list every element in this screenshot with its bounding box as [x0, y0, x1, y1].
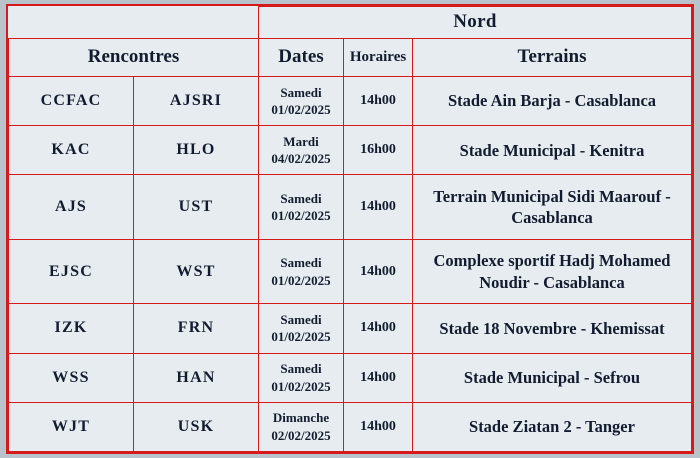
- match-ground: Stade Municipal - Sefrou: [413, 353, 692, 402]
- home-team: EJSC: [9, 239, 134, 303]
- table-row: [9, 126, 692, 175]
- fixtures-sheet: [6, 4, 694, 454]
- match-ground: Terrain Municipal Sidi Maarouf - Casablanca: [413, 175, 692, 239]
- match-date-number: 01/02/2025: [271, 272, 331, 288]
- match-ground: Stade 18 Novembre - Khemissat: [413, 304, 692, 353]
- match-day: Samedi: [280, 84, 322, 100]
- table-row: [9, 175, 692, 239]
- match-day: Dimanche: [272, 410, 330, 426]
- home-team: KAC: [9, 126, 134, 175]
- match-time: 14h00: [344, 175, 413, 239]
- away-team: UST: [134, 175, 259, 239]
- match-date: [259, 353, 344, 402]
- home-team: WSS: [9, 353, 134, 402]
- match-time: 14h00: [344, 77, 413, 126]
- match-date: [259, 126, 344, 175]
- zone-title: Nord: [259, 7, 692, 39]
- zone-header-spacer: [9, 7, 259, 39]
- home-team: IZK: [9, 304, 134, 353]
- match-date-number: 01/02/2025: [271, 378, 331, 394]
- match-time: 14h00: [344, 304, 413, 353]
- match-day: Samedi: [280, 311, 322, 327]
- column-header-dates: Dates: [259, 39, 344, 77]
- match-time: 14h00: [344, 402, 413, 451]
- away-team: FRN: [134, 304, 259, 353]
- match-date-number: 04/02/2025: [271, 151, 331, 167]
- match-day: Samedi: [280, 190, 322, 206]
- match-date-number: 01/02/2025: [271, 102, 331, 118]
- table-row: [9, 402, 692, 451]
- home-team: CCFAC: [9, 77, 134, 126]
- column-header-grounds: Terrains: [413, 39, 692, 77]
- away-team: HLO: [134, 126, 259, 175]
- match-ground: Stade Municipal - Kenitra: [413, 126, 692, 175]
- match-date: [259, 304, 344, 353]
- match-day: Mardi: [283, 133, 319, 149]
- match-time: 14h00: [344, 239, 413, 303]
- fixtures-table: [8, 6, 692, 452]
- away-team: AJSRI: [134, 77, 259, 126]
- match-date-number: 02/02/2025: [271, 427, 331, 443]
- fixtures-body: [9, 77, 692, 452]
- table-row: [9, 304, 692, 353]
- column-header-matches: Rencontres: [9, 39, 259, 77]
- match-time: 14h00: [344, 353, 413, 402]
- column-header-times: Horaires: [344, 39, 413, 77]
- match-date-number: 01/02/2025: [271, 329, 331, 345]
- table-row: [9, 353, 692, 402]
- match-date: [259, 77, 344, 126]
- match-ground: Complexe sportif Hadj Mohamed Noudir - Casablanca: [413, 239, 692, 303]
- match-date: [259, 402, 344, 451]
- table-row: [9, 239, 692, 303]
- match-ground: Stade Ziatan 2 - Tanger: [413, 402, 692, 451]
- match-time: 16h00: [344, 126, 413, 175]
- column-header-row: [9, 39, 692, 77]
- match-ground: Stade Ain Barja - Casablanca: [413, 77, 692, 126]
- away-team: USK: [134, 402, 259, 451]
- match-day: Samedi: [280, 361, 322, 377]
- match-day: Samedi: [280, 255, 322, 271]
- away-team: WST: [134, 239, 259, 303]
- match-date: [259, 239, 344, 303]
- table-row: [9, 77, 692, 126]
- match-date: [259, 175, 344, 239]
- zone-header-row: [9, 7, 692, 39]
- home-team: AJS: [9, 175, 134, 239]
- away-team: HAN: [134, 353, 259, 402]
- home-team: WJT: [9, 402, 134, 451]
- match-date-number: 01/02/2025: [271, 208, 331, 224]
